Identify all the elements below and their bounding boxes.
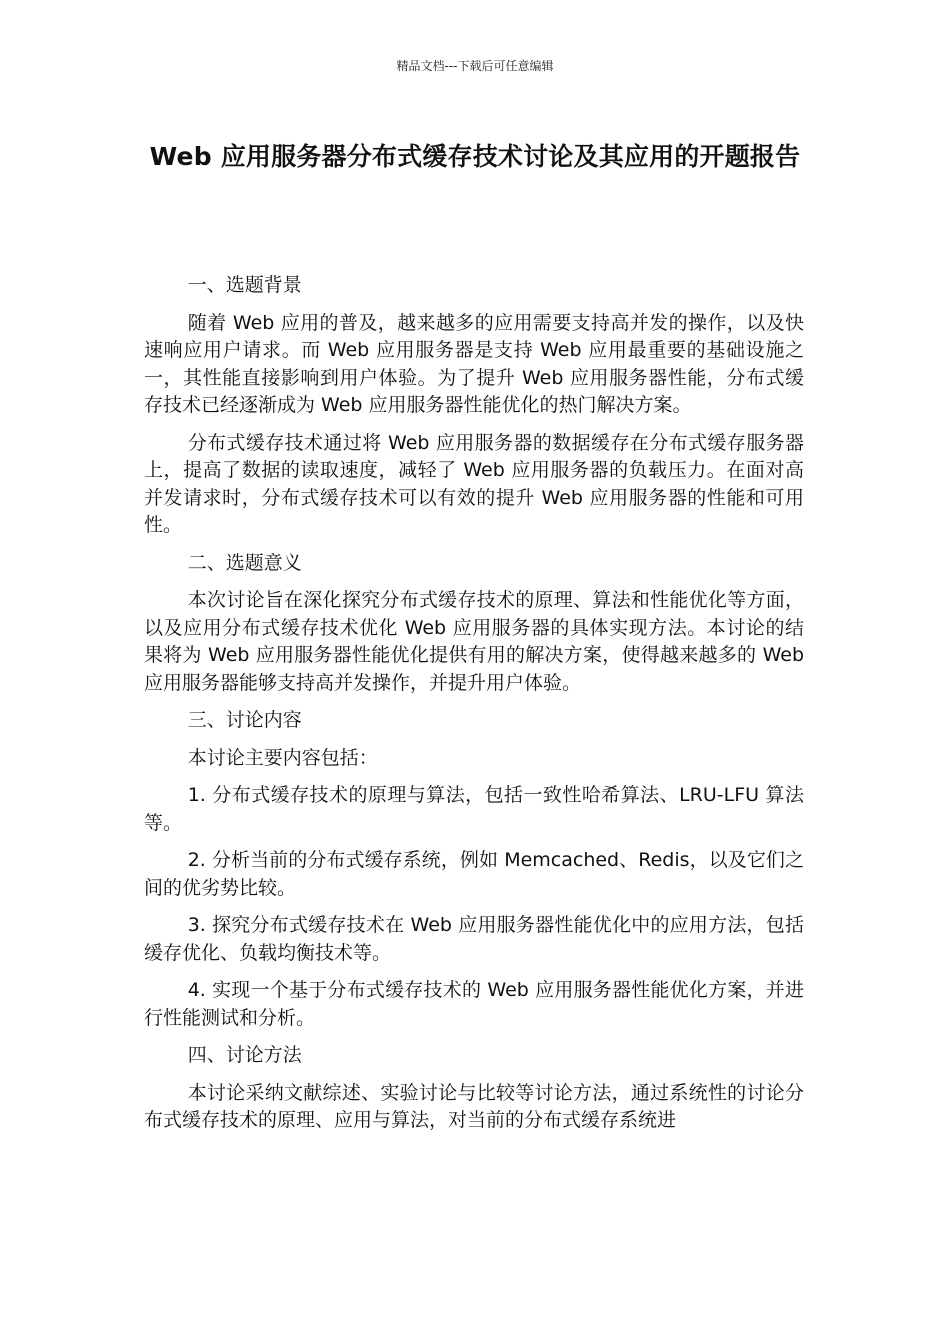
content-item-1: 1. 分布式缓存技术的原理与算法，包括一致性哈希算法、LRU-LFU 算法等。 [144,784,804,834]
content-item-3: 3. 探究分布式缓存技术在 Web 应用服务器性能优化中的应用方法，包括缓存优化、负载均衡技术等。 [144,914,804,964]
paragraph-background-2: 分布式缓存技术通过将 Web 应用服务器的数据缓存在分布式缓存服务器上，提高了数据的读取速度，减轻了 Web 应用服务器的负载压力。在面对高并发请求时，分布式缓存技术可以有效的提升 Web 应用服务器的性能和可用性。 [144,431,804,536]
content-item-4: 4. 实现一个基于分布式缓存技术的 Web 应用服务器性能优化方案，并进行性能测试和分析。 [144,979,804,1029]
section-heading-content: 三、讨论内容 [187,709,302,731]
paragraph-method: 本讨论采纳文献综述、实验讨论与比较等讨论方法，通过系统性的讨论分布式缓存技术的原理、应用与算法，对当前的分布式缓存系统进 [144,1081,804,1131]
document-title: Web 应用服务器分布式缓存技术讨论及其应用的开题报告 [149,142,801,171]
content-item-2: 2. 分析当前的分布式缓存系统，例如 Memcached、Redis，以及它们之间的优劣势比较。 [144,849,804,899]
section-heading-method: 四、讨论方法 [187,1044,302,1066]
document-body [144,272,804,1145]
paragraph-background-1: 随着 Web 应用的普及，越来越多的应用需要支持高并发的操作，以及快速响应用户请求。而 Web 应用服务器是支持 Web 应用最重要的基础设施之一，其性能直接影响到用户体验。为了提升 Web 应用服务器性能，分布式缓存技术已经逐渐成为 Web 应用服务器性能优化的热门解决方案。 [144,311,804,416]
paragraph-content-intro: 本讨论主要内容包括： [187,746,378,769]
section-heading-background: 一、选题背景 [187,274,302,296]
section-heading-significance: 二、选题意义 [187,551,302,574]
page-header: 精品文档---下载后可任意编辑 [396,59,554,73]
paragraph-significance: 本次讨论旨在深化探究分布式缓存技术的原理、算法和性能优化等方面，以及应用分布式缓存技术优化 Web 应用服务器的具体实现方法。本讨论的结果将为 Web 应用服务器性能优化提供有用的解决方案，使得越来越多的 Web 应用服务器能够支持高并发操作，并提升用户体验。 [144,589,804,694]
